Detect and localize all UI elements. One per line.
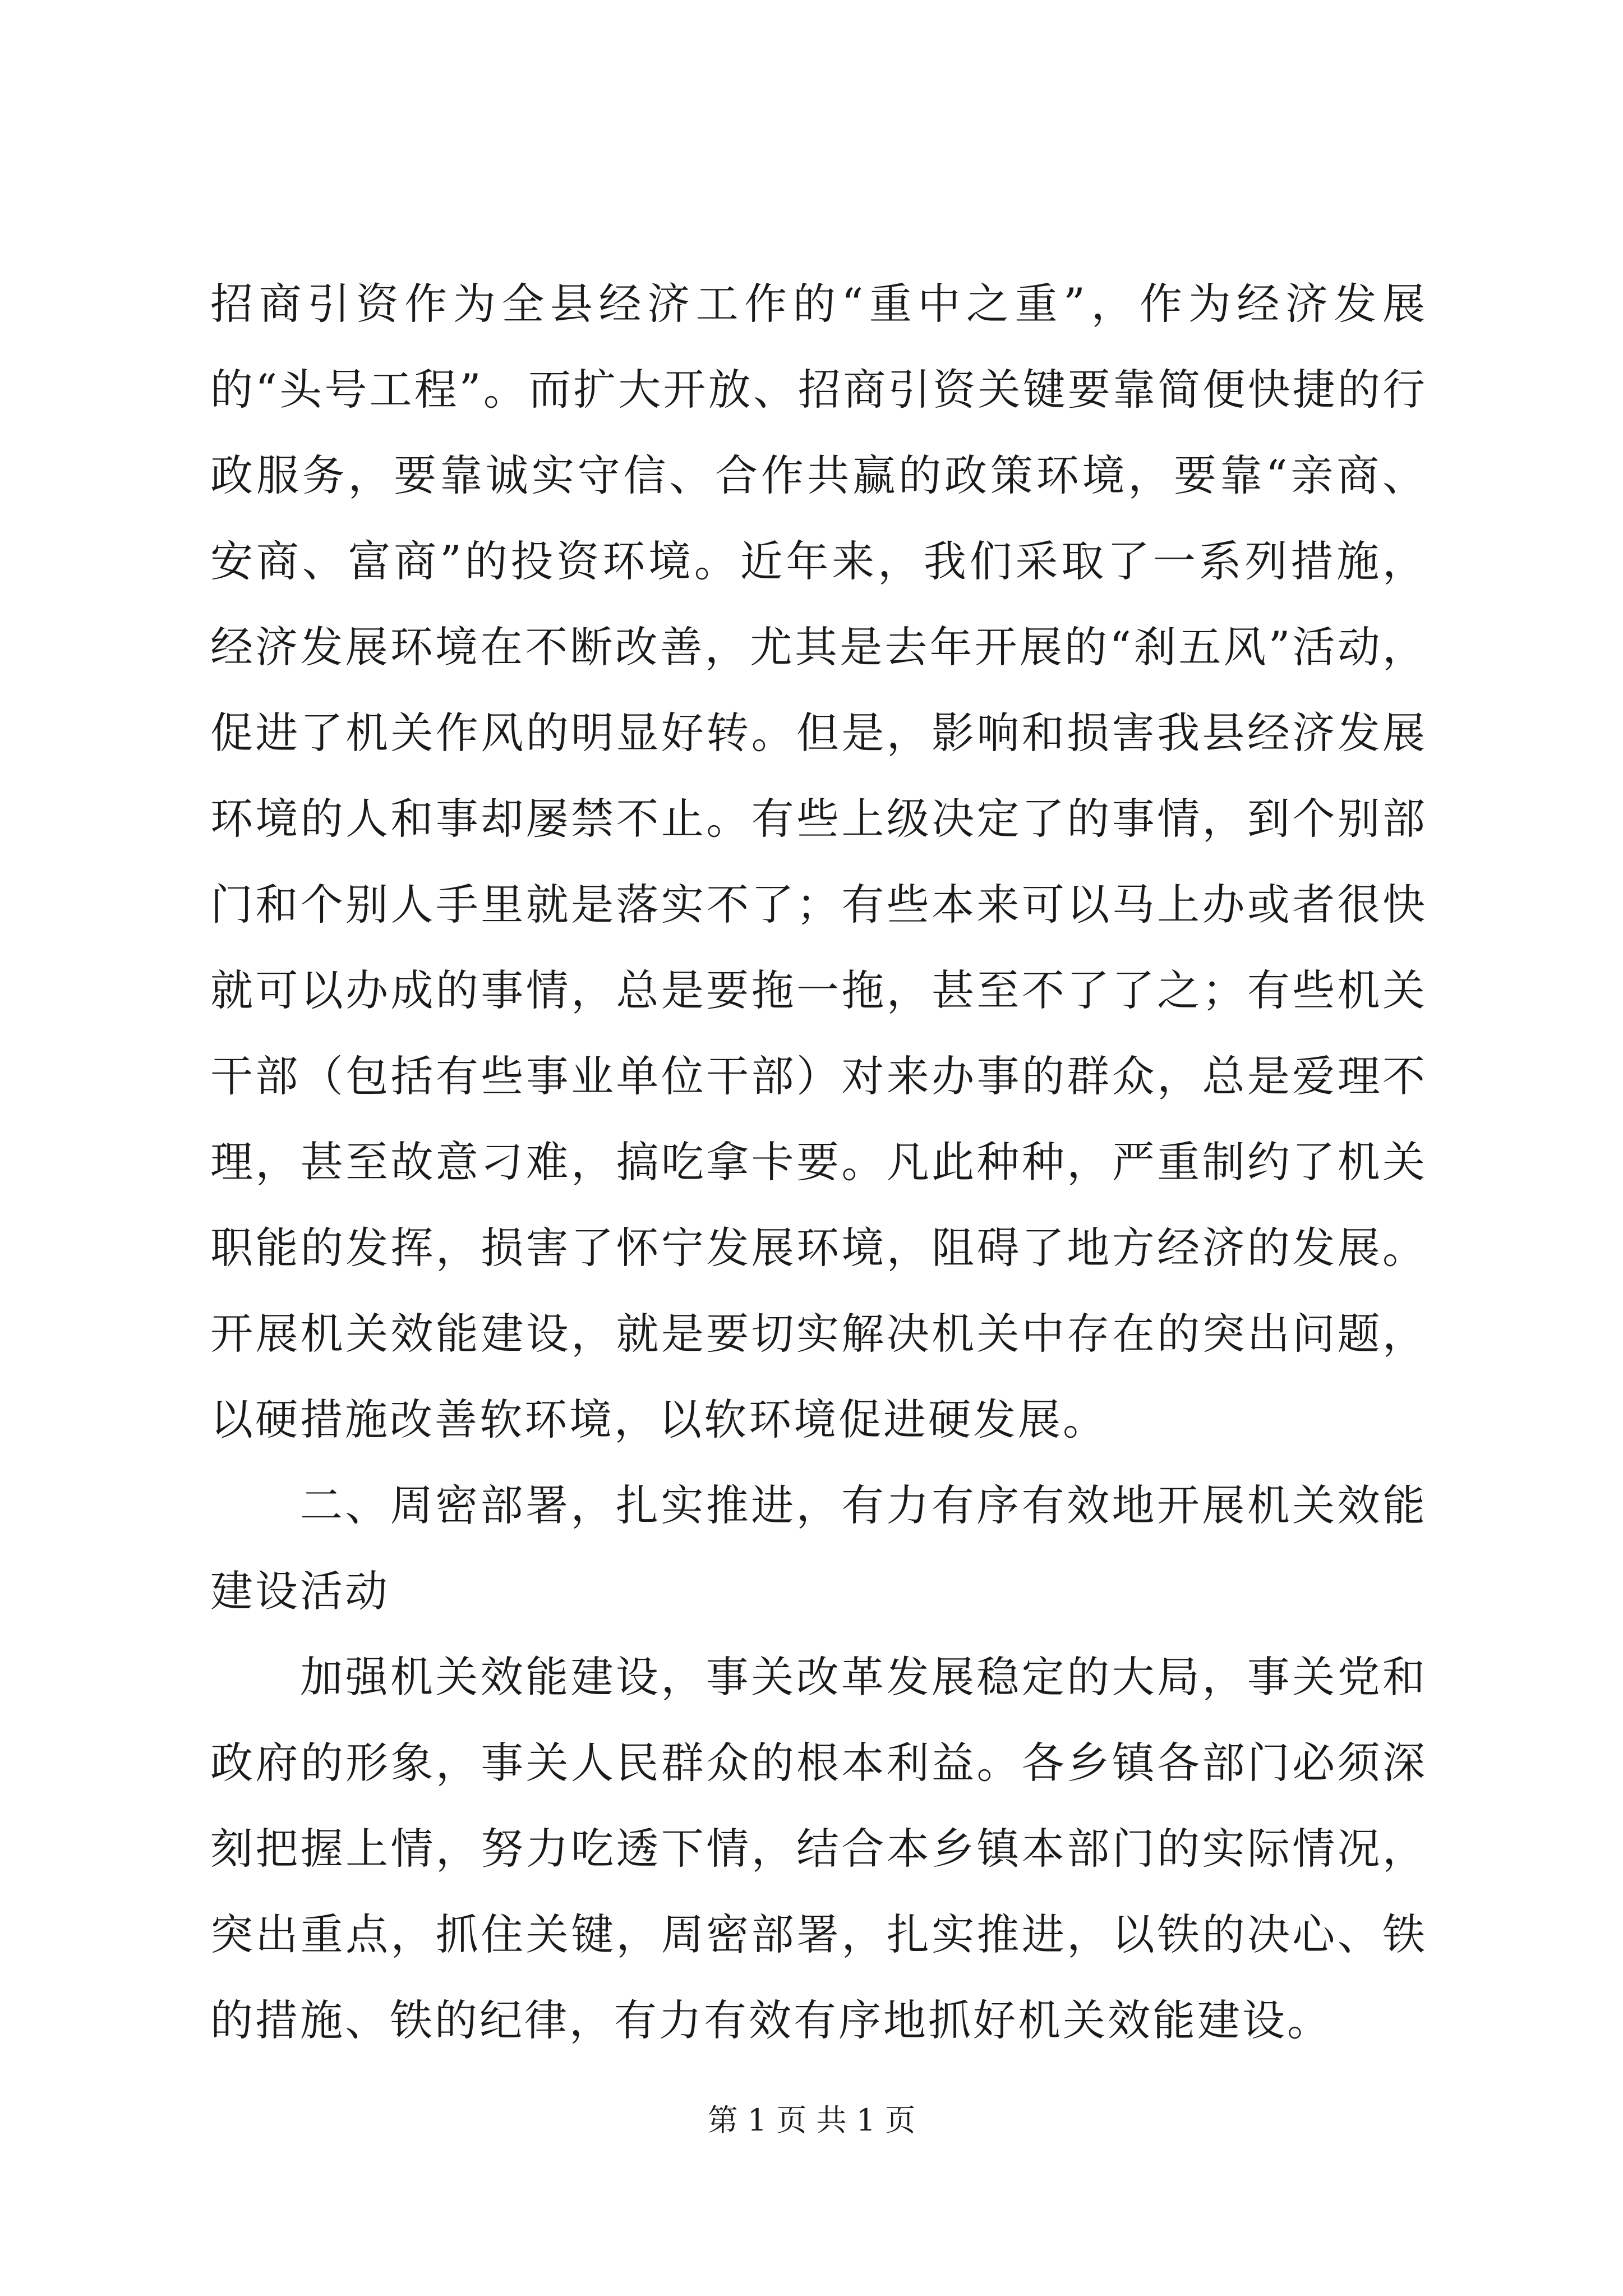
document-body [210, 261, 1427, 2063]
section-heading-two: 二、周密部署，扎实推进，有力有序有效地开展机关效能建设活动 [210, 1480, 1427, 1616]
paragraph-efficiency-building: 加强机关效能建设，事关改革发展稳定的大局，事关党和政府的形象，事关人民群众的根本利益。各乡镇各部门必须深刻把握上情，努力吃透下情，结合本乡镇本部门的实际情况，突出重点，抓住关键，周密部署，扎实推进，以铁的决心、铁的措施、铁的纪律，有力有效有序地抓好机关效能建设。 [210, 1652, 1427, 2045]
paragraph-investment-environment: 招商引资作为全县经济工作的“重中之重”，作为经济发展的“头号工程”。而扩大开放、招商引资关键要靠简便快捷的行政服务，要靠诚实守信、合作共赢的政策环境，要靠“亲商、安商、富商”的投资环境。近年来，我们采取了一系列措施，经济发展环境在不断改善，尤其是去年开展的“刹五风”活动，促进了机关作风的明显好转。但是，影响和损害我县经济发展环境的人和事却屡禁不止。有些上级决定了的事情，到个别部门和个别人手里就是落实不了；有些本来可以马上办或者很快就可以办成的事情，总是要拖一拖，甚至不了了之；有些机关干部（包括有些事业单位干部）对来办事的群众，总是爱理不理，甚至故意刁难，搞吃拿卡要。凡此种种，严重制约了机关职能的发挥，损害了怀宁发展环境，阻碍了地方经济的发展。开展机关效能建设，就是要切实解决机关中存在的突出问题，以硬措施改善软环境，以软环境促进硬发展。 [210, 279, 1427, 1444]
page-number-footer: 第 1 页 共 1 页 [707, 2102, 916, 2138]
